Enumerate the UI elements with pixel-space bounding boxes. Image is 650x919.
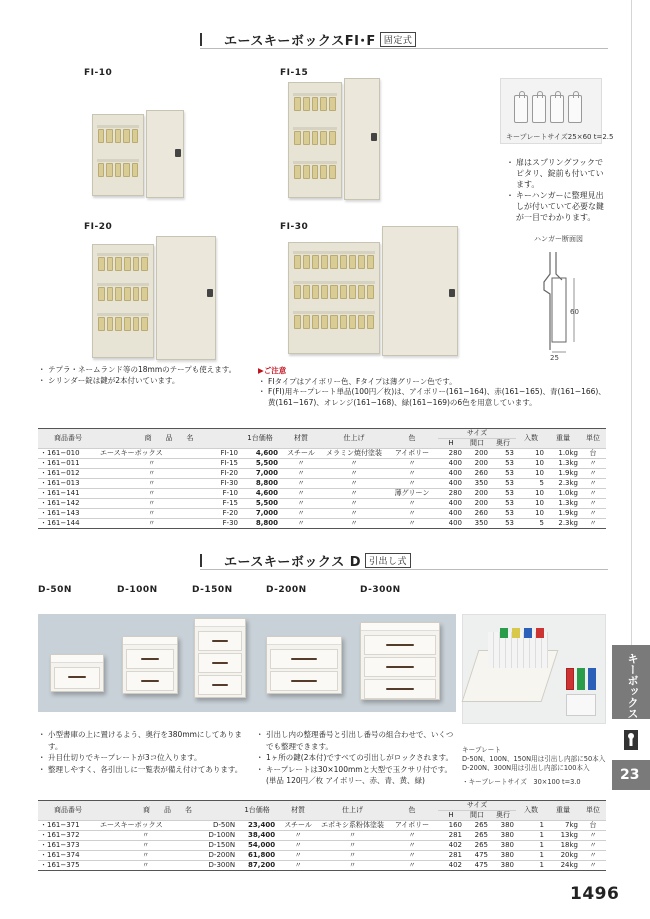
table-cell: 10 — [516, 469, 546, 479]
table-cell: 〃 — [319, 861, 386, 871]
model-label-d150n: D-150N — [192, 585, 233, 595]
table-cell: 〃 — [322, 459, 386, 469]
model-label-fi30: FI-30 — [280, 222, 309, 232]
model-label-d100n: D-100N — [117, 585, 158, 595]
feature-bullets-left — [38, 364, 268, 386]
table-cell: ・161−012 — [38, 469, 98, 479]
table-cell: 1 — [516, 831, 546, 841]
hanger-dim-width: 25 — [550, 354, 559, 362]
table-cell: 〃 — [580, 479, 606, 489]
table-cell: 265 — [464, 841, 490, 851]
table-row — [38, 831, 606, 841]
page-number: 1496 — [570, 884, 620, 904]
table-cell: 400 — [438, 479, 464, 489]
table-cell: 7,000 — [240, 469, 280, 479]
table-cell: 〃 — [386, 459, 438, 469]
table-cell: FI-10 — [205, 449, 240, 459]
table-row — [38, 449, 606, 459]
table-cell: 〃 — [280, 479, 322, 489]
table-cell: 〃 — [580, 851, 606, 861]
table-cell: ・161−011 — [38, 459, 98, 469]
table-cell: アイボリー — [386, 449, 438, 459]
section2-type-tag: 引出し式 — [365, 553, 411, 568]
table-cell: 〃 — [386, 469, 438, 479]
d-keyplate-title: キープレート — [462, 746, 501, 754]
table-cell: 400 — [438, 469, 464, 479]
table-cell: 400 — [438, 519, 464, 529]
table-cell: FI-20 — [205, 469, 240, 479]
keyplate-caption: キープレートサイズ25×60 t=2.5 — [506, 133, 614, 141]
table-cell: エースキーボックス — [98, 449, 205, 459]
table-cell: FI-30 — [205, 479, 240, 489]
table-cell: 〃 — [580, 459, 606, 469]
table-cell: D-100N — [193, 831, 237, 841]
table-cell: 〃 — [580, 519, 606, 529]
table-row — [38, 841, 606, 851]
table-cell: 〃 — [98, 831, 193, 841]
table-cell: F-20 — [205, 509, 240, 519]
table-cell: 10 — [516, 459, 546, 469]
d-feature-bullets-right — [256, 729, 460, 787]
table-cell: 〃 — [98, 459, 205, 469]
model-label-fi15: FI-15 — [280, 68, 309, 78]
table-cell: 〃 — [386, 519, 438, 529]
table-cell: ・161−143 — [38, 509, 98, 519]
table-row — [38, 519, 606, 529]
table-cell: 〃 — [322, 499, 386, 509]
table-cell: 87,200 — [237, 861, 277, 871]
section2-title: エースキーボックス D 引出し式 — [224, 551, 411, 570]
table-cell: 53 — [490, 489, 516, 499]
table-cell: 4,600 — [240, 449, 280, 459]
table-cell: ・161−372 — [38, 831, 98, 841]
notes-title: ▶ご注意 — [258, 366, 287, 375]
table-cell: 〃 — [322, 489, 386, 499]
table-cell: 13kg — [546, 831, 580, 841]
model-label-d50n: D-50N — [38, 585, 72, 595]
table-cell: ・161−142 — [38, 499, 98, 509]
table-row — [38, 469, 606, 479]
table-cell: F-30 — [205, 519, 240, 529]
table-cell: 350 — [464, 519, 490, 529]
table-cell: 〃 — [277, 861, 319, 871]
table-cell: 402 — [438, 841, 464, 851]
table-cell: エポキシ系粉体塗装 — [321, 821, 384, 829]
table-cell: 53 — [490, 519, 516, 529]
table-cell: ・161−144 — [38, 519, 98, 529]
table-cell: 10 — [516, 449, 546, 459]
table-cell: ・161−371 — [38, 821, 98, 831]
table-cell: 200 — [464, 449, 490, 459]
table-cell: アイボリー — [386, 821, 438, 831]
table-cell: 〃 — [98, 479, 205, 489]
table-cell: ・161−010 — [38, 449, 98, 459]
table-cell: 〃 — [580, 469, 606, 479]
table-cell: 380 — [490, 851, 516, 861]
note-item: ・ FIタイプはアイボリー色、Fタイプは薄グリーン色です。 — [258, 377, 606, 388]
table-row — [38, 499, 606, 509]
feature-bullet: ・ 引出し内の整理番号と引出し番号の組合わせで、いくつでも整理できます。 — [256, 729, 460, 752]
table-cell: 38,400 — [237, 831, 277, 841]
table-cell: 10 — [516, 499, 546, 509]
table-cell: ・161−375 — [38, 861, 98, 871]
d-keyplate-line: D-200N、300N用は引出し内部に100本入 — [462, 764, 590, 772]
feature-bullet: ・ キープレートは30×100mmと大型で玉クサリ付です。(単品 120円／枚 アイボリー、赤、青、黄、緑) — [256, 764, 460, 787]
table-cell: 200 — [464, 499, 490, 509]
table-cell: 280 — [438, 489, 464, 499]
table-cell: 台 — [580, 821, 606, 831]
table-cell: D-150N — [193, 841, 237, 851]
table-cell: 〃 — [386, 831, 438, 841]
table-cell: 〃 — [580, 489, 606, 499]
d-keyplate-size: ・キープレートサイズ 30×100 t=3.0 — [462, 778, 581, 786]
table-cell: 265 — [464, 821, 490, 831]
table-cell: 200 — [464, 459, 490, 469]
section1-header — [200, 30, 608, 48]
table-cell: 400 — [438, 499, 464, 509]
table-cell: 475 — [464, 851, 490, 861]
table-row — [38, 489, 606, 499]
table-cell: ・161−373 — [38, 841, 98, 851]
table-cell: D-300N — [193, 861, 237, 871]
table-cell: 260 — [464, 469, 490, 479]
table-cell: 18kg — [546, 841, 580, 851]
feature-bullet: ・ 小型書庫の上に置けるよう、奥行を380mmにしてあります。 — [38, 729, 254, 752]
table-cell: 1.3kg — [546, 459, 580, 469]
d-keyplate-line: D-50N、100N、150N用は引出し内部に50本入 — [462, 755, 606, 763]
spec-table-fi: 商品番号 商 品 名 1台価格 材質 仕上げ 色 サイズ 入数 重量 単位 H 間口 奥行 ・161−010 エースキーボックス FI-10 4,600 スチール メラミン焼付塗装 アイボリー 280 200 53 10 1.0kg 台 ・161−011 〃 FI-15 5,500 〃 〃 〃 400 200 53 10 1.3kg 〃 ・161−012 〃 FI-20 7,000 〃 〃 〃 400 260 53 10 1.9kg 〃 ・161−013 〃 FI-30 8,800 〃 〃 〃 400 350 53 5 2.3kg 〃 ・161−141 〃 F-10 4,600 〃 〃 薄グリーン 280 200 53 10 1.0kg 〃 ・161−142 〃 F-15 5,500 〃 〃 〃 400 200 53 10 1.3kg 〃 ・161−143 〃 F-20 7,000 〃 〃 〃 400 260 53 10 1.9kg 〃 ・161−144 〃 F-30 8,800 〃 〃 〃 400 350 53 5 2.3kg 〃 — [38, 428, 606, 529]
table-cell: 〃 — [319, 851, 386, 861]
table-cell: 53 — [490, 499, 516, 509]
table-cell: 8,800 — [240, 519, 280, 529]
table-cell: 23,400 — [237, 821, 277, 831]
table-cell: 〃 — [98, 499, 205, 509]
table-cell: スチール — [277, 821, 319, 831]
table-cell: ・161−141 — [38, 489, 98, 499]
model-label-d300n: D-300N — [360, 585, 401, 595]
table-cell: 10 — [516, 509, 546, 519]
table-cell: FI-15 — [205, 459, 240, 469]
table-cell: 1 — [516, 861, 546, 871]
table-cell: 265 — [464, 831, 490, 841]
side-tab-number: 23 — [620, 767, 640, 783]
table-cell: メラミン焼付塗装 — [322, 449, 386, 459]
table-cell: 〃 — [98, 851, 193, 861]
table-cell: 7,000 — [240, 509, 280, 519]
table-cell: 1 — [516, 821, 546, 831]
table-cell: 280 — [438, 449, 464, 459]
table-cell: 5,500 — [240, 499, 280, 509]
table-cell: 400 — [438, 509, 464, 519]
table-cell: 53 — [490, 479, 516, 489]
table-cell: 475 — [464, 861, 490, 871]
model-label-d200n: D-200N — [266, 585, 307, 595]
table-cell: 〃 — [280, 519, 322, 529]
feature-bullet: ・ シリンダー錠は鍵が2本付いています。 — [38, 375, 268, 386]
table-cell: 〃 — [322, 509, 386, 519]
table-cell: 281 — [438, 851, 464, 861]
table-cell: 〃 — [322, 469, 386, 479]
table-cell: 〃 — [386, 841, 438, 851]
table-row — [38, 479, 606, 489]
table-cell: D-50N — [193, 821, 237, 831]
table-cell: 〃 — [277, 841, 319, 851]
table-cell: 〃 — [580, 841, 606, 851]
section2-header — [200, 551, 608, 569]
feature-bullet: ・ 升目仕切りでキープレートが3コ位入ります。 — [38, 752, 254, 764]
table-cell: 53 — [490, 469, 516, 479]
table-cell: 61,800 — [237, 851, 277, 861]
note-item: ・ F(FI)用キープレート単品(100円／枚)は、アイボリー(161−164)、赤(161−165)、青(161−166)、黄(161−167)、オレンジ(161−168)、緑(161−169)の6色を用意しています。 — [258, 387, 606, 408]
table-cell: 200 — [464, 489, 490, 499]
table-row — [38, 861, 606, 871]
model-label-fi10: FI-10 — [84, 68, 113, 78]
table-cell: 160 — [438, 821, 464, 831]
table-cell: 5,500 — [240, 459, 280, 469]
table-cell: 〃 — [280, 459, 322, 469]
feature-bullet: ・ キーハンガーに整理見出しが付いていて必要な鍵が一目でわかります。 — [506, 190, 606, 223]
table-cell: 〃 — [580, 831, 606, 841]
table-cell: 380 — [490, 861, 516, 871]
table-cell: 24kg — [546, 861, 580, 871]
d-keyplate-caption — [462, 746, 612, 787]
table-cell: 4,600 — [240, 489, 280, 499]
table-cell: 〃 — [280, 489, 322, 499]
table-cell: 53 — [490, 509, 516, 519]
table-cell: 〃 — [98, 519, 205, 529]
table-cell: F-10 — [205, 489, 240, 499]
table-cell: 1.9kg — [546, 469, 580, 479]
table-cell: 〃 — [280, 469, 322, 479]
table-cell: 1 — [516, 851, 546, 861]
table-cell: 402 — [438, 861, 464, 871]
table-cell: D-200N — [193, 851, 237, 861]
hanger-diagram — [520, 244, 600, 362]
table-cell: 260 — [464, 509, 490, 519]
table-cell: 〃 — [98, 841, 193, 851]
table-cell: 〃 — [277, 851, 319, 861]
table-cell: 5 — [516, 519, 546, 529]
table-cell: 1.0kg — [546, 489, 580, 499]
table-cell: ・161−013 — [38, 479, 98, 489]
table-cell: 〃 — [98, 861, 193, 871]
table-cell: F-15 — [205, 499, 240, 509]
table-cell: 2.3kg — [546, 479, 580, 489]
table-cell: 〃 — [98, 489, 205, 499]
spec-table-d: 商品番号 商 品 名 1台価格 材質 仕上げ 色 サイズ 入数 重量 単位 H 間口 奥行 ・161−371 エースキーボックス D-50N 23,400 スチール エポキシ系粉体塗装 アイボリー 160 265 380 1 7kg 台 ・161−372 〃 D-100N 38,400 〃 〃 〃 281 265 380 1 13kg 〃 ・161−373 〃 D-150N 54,000 〃 〃 〃 402 265 380 1 18kg 〃 ・161−374 〃 D-200N 61,800 〃 〃 〃 281 475 380 1 20kg 〃 ・161−375 〃 D-300N 87,200 〃 〃 〃 402 475 380 1 24kg 〃 — [38, 800, 606, 871]
table-cell: 1.9kg — [546, 509, 580, 519]
table-cell: 380 — [490, 831, 516, 841]
table-cell: 8,800 — [240, 479, 280, 489]
hanger-caption: ハンガー断面図 — [534, 235, 583, 243]
table-cell: 400 — [438, 459, 464, 469]
notes-block — [258, 366, 606, 408]
table-row — [38, 821, 606, 831]
table-cell: 380 — [490, 821, 516, 831]
hanger-dim-height: 60 — [570, 308, 579, 316]
table-cell: 5 — [516, 479, 546, 489]
table-cell: 54,000 — [237, 841, 277, 851]
table-cell: 1.0kg — [546, 449, 580, 459]
table-cell: 1.3kg — [546, 499, 580, 509]
section1-type-tag: 固定式 — [380, 32, 417, 47]
table-cell: 〃 — [580, 509, 606, 519]
table-cell: 〃 — [280, 499, 322, 509]
table-cell: 〃 — [98, 469, 205, 479]
table-cell: 281 — [438, 831, 464, 841]
feature-bullet: ・ 整理しやすく、各引出しに一覧表が備え付けてあります。 — [38, 764, 254, 776]
table-row — [38, 509, 606, 519]
table-cell: 〃 — [580, 861, 606, 871]
table-row — [38, 459, 606, 469]
table-cell: 〃 — [319, 831, 386, 841]
section1-title: エースキーボックスFI･F 固定式 — [224, 30, 416, 49]
table-cell: 〃 — [386, 861, 438, 871]
table-cell: ・161−374 — [38, 851, 98, 861]
table-cell: 〃 — [580, 499, 606, 509]
table-cell: 〃 — [322, 479, 386, 489]
side-tab-label: キーボックス — [626, 653, 639, 719]
table-cell: 〃 — [386, 851, 438, 861]
table-cell: スチール — [280, 449, 322, 459]
table-cell: 〃 — [277, 831, 319, 841]
table-cell: 〃 — [98, 509, 205, 519]
model-label-fi20: FI-20 — [84, 222, 113, 232]
feature-bullet: ・ 扉はスプリングフックでピタリ、錠前も付いています。 — [506, 157, 606, 190]
table-cell: 1 — [516, 841, 546, 851]
table-cell: エースキーボックス — [98, 821, 193, 831]
table-cell: 53 — [490, 459, 516, 469]
table-cell: 台 — [580, 449, 606, 459]
table-cell: 〃 — [322, 519, 386, 529]
feature-bullet: ・ テプラ・ネームランド等の18mmのテープも使えます。 — [38, 364, 268, 375]
table-cell: 53 — [490, 449, 516, 459]
table-cell: 20kg — [546, 851, 580, 861]
table-cell: 7kg — [546, 821, 580, 831]
table-row — [38, 851, 606, 861]
table-cell: 〃 — [386, 479, 438, 489]
table-cell: 〃 — [386, 509, 438, 519]
table-cell: 380 — [490, 841, 516, 851]
table-cell: 10 — [516, 489, 546, 499]
table-cell: 〃 — [386, 499, 438, 509]
table-cell: 薄グリーン — [386, 489, 438, 499]
table-cell: 2.3kg — [546, 519, 580, 529]
table-cell: 〃 — [280, 509, 322, 519]
table-cell: 〃 — [319, 841, 386, 851]
feature-bullets-right — [506, 157, 606, 223]
product-photo-d-series — [38, 614, 456, 712]
d-feature-bullets-left — [38, 729, 254, 775]
table-cell: 350 — [464, 479, 490, 489]
feature-bullet: ・ 1ヶ所の鍵(2本付)ですべての引出しがロックされます。 — [256, 752, 460, 764]
